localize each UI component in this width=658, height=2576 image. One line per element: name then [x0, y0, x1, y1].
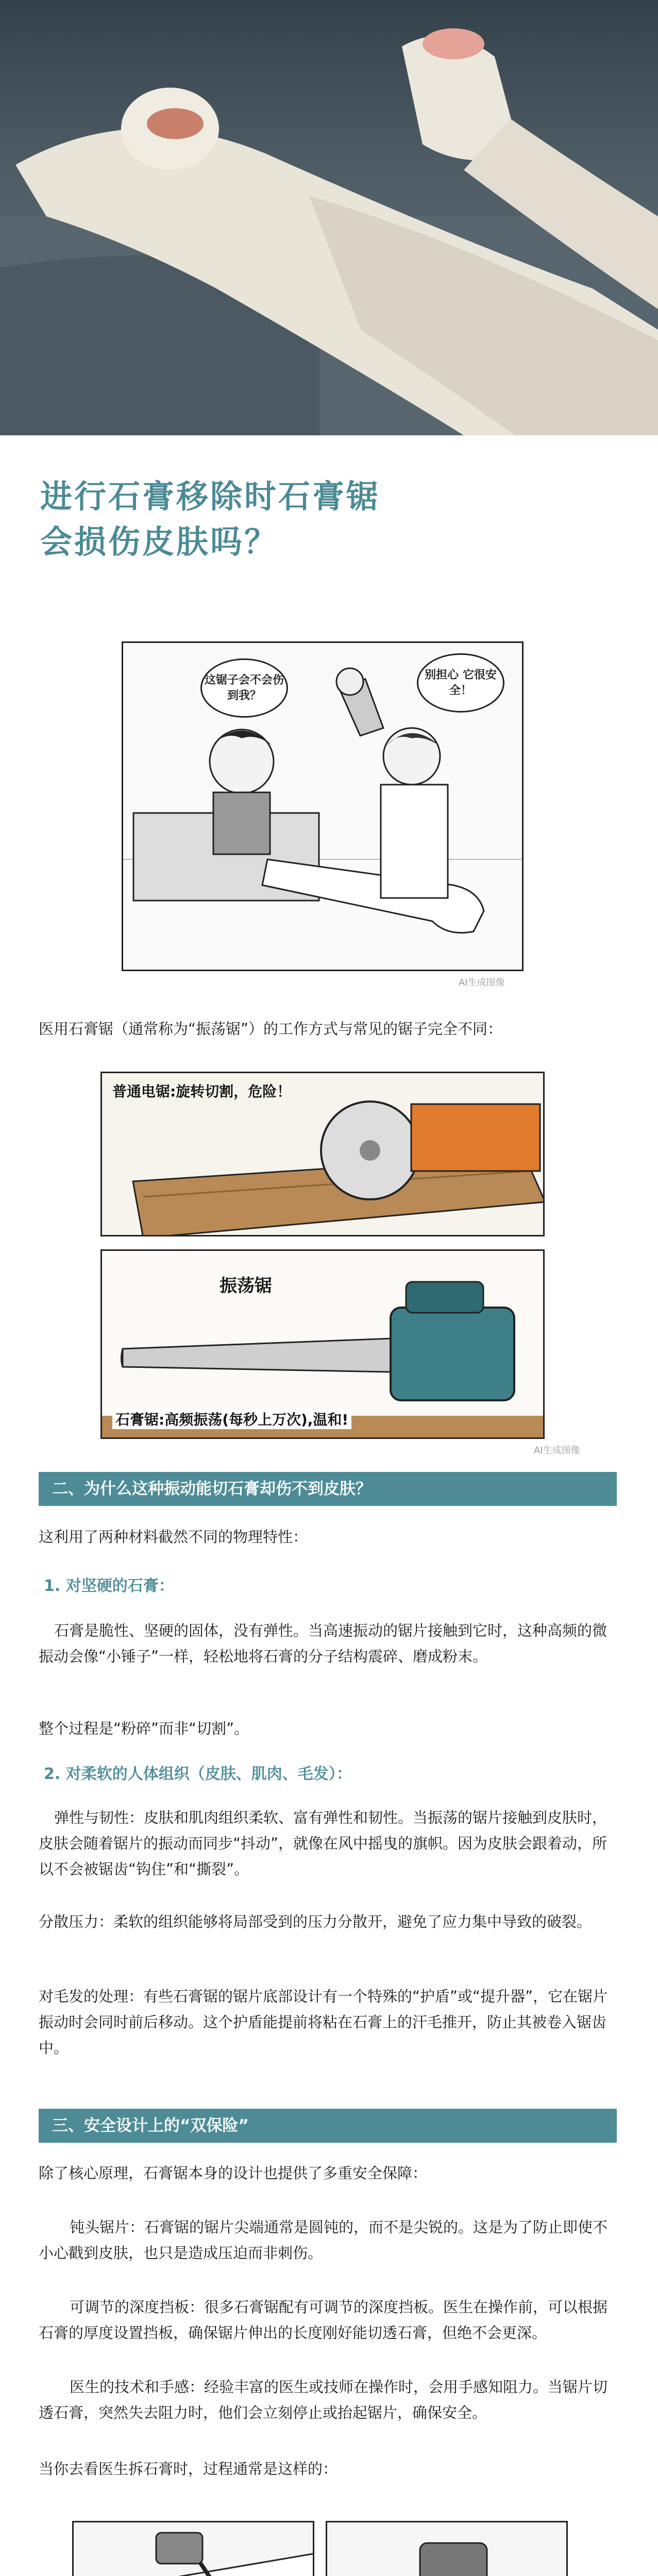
doctor-speech-bubble: 别担心 它很安全！	[417, 653, 504, 713]
title-line-1: 进行石膏移除时石膏锯	[40, 478, 381, 515]
step2-drawing	[327, 2522, 568, 2576]
section2-hard-text: 石膏是脆性、坚硬的固体，没有弹性。当高速振动的锯片接触到它时，这种高频的微振动会像“小锤子”一样，轻松地将石膏的分子结构震碎、磨成粉末。	[39, 1622, 608, 1665]
regular-saw-caption: 普通电锯:旋转切割，危险！	[112, 1083, 292, 1100]
title-line-2: 会损伤皮肤吗？	[40, 523, 279, 561]
section2-heading: 二、为什么这种振动能切石膏却伤不到皮肤？	[39, 1472, 617, 1506]
section2-soft-p2: 分散压力：柔软的组织能够将局部受到的压力分散开，避免了应力集中导致的破裂。	[39, 1913, 592, 1930]
patient-speech-bubble: 这锯子会不会伤到我？	[200, 658, 288, 718]
oscillating-saw-panel	[100, 1249, 545, 1439]
intro-paragraph: 医用石膏锯（通常称为“振荡锯”）的工作方式与常见的锯子完全不同：	[39, 1020, 503, 1038]
section3-p4: 当你去看医生拆石膏时，过程通常是这样的：	[39, 2460, 338, 2478]
section3-heading: 三、安全设计上的“双保险”	[39, 2109, 617, 2143]
section3-p2: 可调节的深度挡板：很多石膏锯配有可调节的深度挡板。医生在操作前，可以根据石膏的厚度设置挡板，确保锯片伸出的长度刚好能切透石膏，但绝不会更深。	[39, 2298, 608, 2342]
ai-label-2: AI生成图像	[534, 1445, 580, 1456]
ai-label-1: AI生成图像	[459, 977, 505, 988]
cast-legs-illustration	[0, 0, 658, 435]
step1-panel	[72, 2521, 314, 2576]
section2-soft-title: 2. 对柔软的人体组织（皮肤、肌肉、毛发）：	[44, 1765, 352, 1783]
oscillating-saw-title: 振荡锯	[220, 1276, 272, 1296]
section2-soft-p3: 对毛发的处理：有些石膏锯的锯片底部设计有一个特殊的“护盾”或“提升器”，它在锯片振动时会同时前后移动。这个护盾能提前将粘在石膏上的汗毛推开，防止其被卷入锯齿中。	[39, 1988, 608, 2057]
step2-panel	[326, 2521, 568, 2576]
oscillating-saw-caption: 石膏锯:高频振荡(每秒上万次),温和!	[112, 1409, 351, 1429]
step1-drawing	[74, 2522, 314, 2576]
hero-photo-casts	[0, 0, 658, 435]
section3-p3: 医生的技术和手感：经验丰富的医生或技师在操作时，会用手感知阻力。当锯片切透石膏，突然失去阻力时，他们会立刻停止或抬起锯片，确保安全。	[39, 2378, 608, 2421]
section3-p1: 钝头锯片：石膏锯的锯片尖端通常是圆钝的，而不是尖锐的。这是为了防止即使不小心戳到皮肤，也只是造成压迫而非刺伤。	[39, 2218, 608, 2262]
section2-lead: 这利用了两种材料截然不同的物理特性：	[39, 1528, 308, 1546]
article-title	[40, 474, 380, 565]
section2-soft-p1: 弹性与韧性：皮肤和肌肉组织柔软、富有弹性和韧性。当振荡的锯片接触到皮肤时，皮肤会随着锯片的振动而同步“抖动”，就像在风中摇曳的旗帜。因为皮肤会跟着动，所以不会被锯齿“钩住”和“撕裂”。	[39, 1809, 608, 1878]
section2-hard-summary: 整个过程是“粉碎”而非“切割”。	[39, 1720, 249, 1737]
section3-lead: 除了核心原理，石膏锯本身的设计也提供了多重安全保障：	[39, 2164, 428, 2182]
section2-hard-title: 1. 对坚硬的石膏：	[44, 1577, 174, 1595]
comic-patient-doctor	[122, 641, 524, 971]
regular-saw-panel	[100, 1072, 545, 1236]
